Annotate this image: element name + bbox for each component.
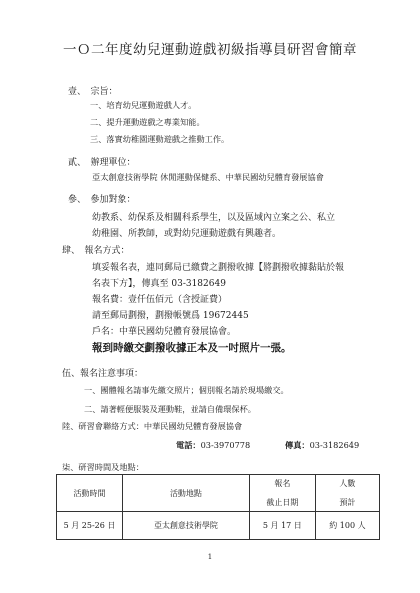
section1-heading: 壹、 宗旨： bbox=[68, 87, 118, 97]
cell-place: 亞太創意技術學院 bbox=[123, 512, 250, 540]
header-place: 活動地點 bbox=[123, 475, 250, 512]
header-deadline-line1: 報名 bbox=[274, 479, 291, 488]
section5-item: 二、請著輕便服裝及運動鞋，並請自備環保杯。 bbox=[84, 404, 256, 414]
header-deadline-line2: 截止日期 bbox=[266, 498, 299, 507]
page-title: 一Ｏ二年度幼兒運動遊戲初級指導員研習會簡章 bbox=[63, 42, 357, 58]
section5-item: 一、團體報名請事先繳交照片；個別報名請於現場繳交。 bbox=[84, 385, 289, 395]
header-count bbox=[315, 475, 379, 512]
section5-heading: 伍、報名注意事項： bbox=[62, 369, 144, 379]
contact-fax bbox=[285, 440, 359, 451]
schedule-table bbox=[56, 474, 380, 540]
table-row bbox=[57, 512, 380, 540]
section1-item: 二、提升運動遊戲之專業知能。 bbox=[90, 117, 205, 127]
section4-line: 填妥報名表，連同郵局已繳費之劃撥收據【將劃撥收據黏貼於報 bbox=[92, 263, 345, 273]
phone-number: 03-3970778 bbox=[200, 440, 251, 450]
section4-line: 請至郵局劃撥，劃撥帳號爲 19672445 bbox=[92, 311, 249, 321]
section3-heading: 參、 參加對象： bbox=[68, 195, 136, 205]
section2-heading: 貳、 辦理單位： bbox=[68, 158, 136, 168]
cell-time: 5 月 25-26 日 bbox=[57, 512, 123, 540]
section7-heading: 柒、研習時間及地點： bbox=[62, 462, 144, 472]
table-header-row bbox=[57, 475, 380, 512]
section4-emphasis: 報到時繳交劃撥收據正本及一吋照片一張。 bbox=[92, 342, 292, 354]
section1-item: 一、培育幼兒運動遊戲人才。 bbox=[90, 100, 197, 110]
section2-body: 亞太創意技術學院 休閒運動保健系、中華民國幼兒體育發展協會 bbox=[92, 172, 324, 182]
section6-heading: 陸、研習會聯絡方式：中華民國幼兒體育發展協會 bbox=[62, 421, 243, 431]
header-time: 活動時間 bbox=[57, 475, 123, 512]
section4-line: 戶名：中華民國幼兒體育發展協會。 bbox=[92, 327, 237, 337]
header-count-line2: 預計 bbox=[339, 498, 356, 507]
phone-label: 電話： bbox=[176, 440, 201, 450]
cell-count: 約 100 人 bbox=[315, 512, 379, 540]
section3-line: 幼教系、幼保系及相關科系學生，以及區域內立案之公、私立 bbox=[92, 213, 336, 223]
section4-line: 名表下方】，傳真至 03-3182649 bbox=[92, 279, 226, 289]
cell-deadline: 5 月 17 日 bbox=[249, 512, 315, 540]
header-deadline bbox=[249, 475, 315, 512]
section1-item: 三、落實幼稚園運動遊戲之推動工作。 bbox=[90, 134, 230, 144]
fax-label: 傳真： bbox=[285, 440, 310, 450]
page-number: 1 bbox=[207, 553, 213, 561]
section4-heading: 肆、 報名方式： bbox=[62, 246, 130, 256]
fax-number: 03-3182649 bbox=[309, 440, 360, 450]
section4-line: 報名費：壹仟伍佰元（含授証費） bbox=[92, 295, 228, 305]
header-count-line1: 人數 bbox=[339, 479, 356, 488]
section3-line: 幼稚園、所教師，或對幼兒運動遊戲有興趣者。 bbox=[92, 229, 282, 239]
contact-phone bbox=[176, 440, 250, 451]
